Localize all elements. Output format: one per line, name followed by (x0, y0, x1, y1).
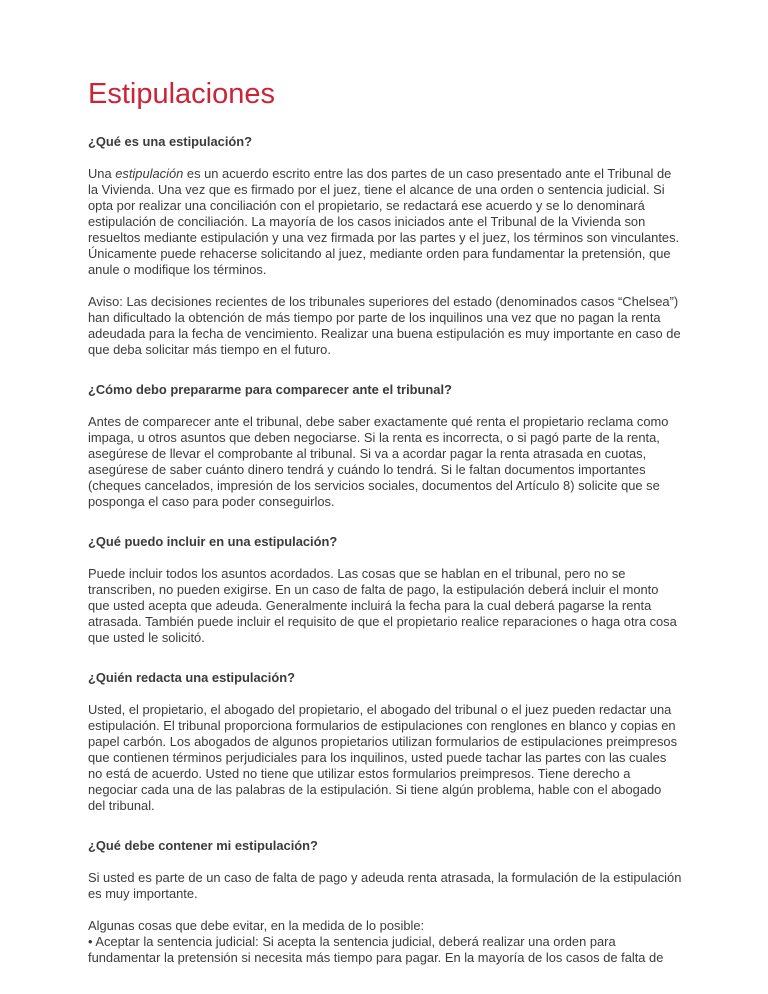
paragraph-prepare: Antes de comparecer ante el tribunal, debe saber exactamente qué renta el propietario reclama como impaga, u otros asuntos que deben negociarse. Si la renta es incorrecta, o si pagó parte de la renta, asegúrese de llevar el comprobante al tribunal. Si va a acordar pagar la renta atrasada en cuotas, asegúrese de saber cuánto dinero tendrá y cuándo lo tendrá. Si le faltan documentos importantes (cheques cancelados, impresión de los servicios sociales, documentos del Artículo 8) solicite que se posponga el caso para poder conseguirlos. (88, 414, 669, 509)
paragraph-definition (88, 166, 682, 278)
section-heading-contain: ¿Qué debe contener mi estipulación? (88, 838, 318, 853)
section-heading-include: ¿Qué puedo incluir en una estipulación? (88, 534, 338, 549)
avoid-list-bullet-judgment: • Aceptar la sentencia judicial: Si acepta la sentencia judicial, deberá realizar una orden para fundamentar la pretensión si necesita más tiempo para pagar. En la mayoría de los casos de falta de (88, 934, 664, 965)
avoid-list (88, 918, 682, 966)
section-heading-prepare: ¿Cómo debo prepararme para comparecer ante el tribunal? (88, 382, 452, 397)
section-heading-who-drafts: ¿Quién redacta una estipulación? (88, 670, 296, 685)
paragraph-definition-rest: es un acuerdo escrito entre las dos partes de un caso presentado ante el Tribunal de la Vivienda. Una vez que es firmado por el juez, tiene el alcance de una orden o sentencia judicial. Si opta por realizar una conciliación con el propietario, se redactará ese acuerdo y se lo denominará estipulación de conciliación. La mayoría de los casos iniciados ante el Tribunal de la Vivienda son resueltos mediante estipulación y una vez firmada por las partes y el juez, los términos son vinculantes. Únicamente puede rehacerse solicitando al juez, mediante orden para fundamentar la pretensión, que anule o modifique los términos. (88, 166, 680, 277)
paragraph-who-drafts: Usted, el propietario, el abogado del propietario, el abogado del tribunal o el juez pueden redactar una estipulación. El tribunal proporciona formularios de estipulaciones con renglones en blanco y copias en papel carbón. Los abogados de algunos propietarios utilizan formularios de estipulaciones preimpresos que contienen términos perjudiciales para los inquilinos, usted puede tachar las partes con las cuales no está de acuerdo. Usted no tiene que utilizar estos formularios preimpresos. Tiene derecho a negociar cada una de las palabras de la estipulación. Si tiene algún problema, hable con el abogado del tribunal. (88, 702, 678, 813)
italic-term-estipulacion: estipulación (115, 166, 184, 181)
page-title: Estipulaciones (88, 78, 275, 110)
paragraph-notice-chelsea: Aviso: Las decisiones recientes de los tribunales superiores del estado (denominados casos “Chelsea”) han dificultado la obtención de más tiempo por parte de los inquilinos una vez que no pagan la renta adeudada para la fecha de vencimiento. Realizar una buena estipulación es muy importante en caso de que deba solicitar más tiempo en el futuro. (88, 294, 681, 357)
paragraph-contain-importance: Si usted es parte de un caso de falta de pago y adeuda renta atrasada, la formulación de la estipulación es muy importante. (88, 870, 682, 901)
paragraph-definition-lead: Una (88, 166, 116, 181)
avoid-list-intro: Algunas cosas que debe evitar, en la medida de lo posible: (88, 918, 425, 933)
section-heading-what-is: ¿Qué es una estipulación? (88, 134, 253, 149)
paragraph-include: Puede incluir todos los asuntos acordados. Las cosas que se hablan en el tribunal, pero no se transcriben, no pueden exigirse. En un caso de falta de pago, la estipulación deberá incluir el monto que usted acepta que adeuda. Generalmente incluirá la fecha para la cual deberá pagarse la renta atrasada. También puede incluir el requisito de que el propietario realice reparaciones o haga otra cosa que usted le solicitó. (88, 566, 677, 645)
